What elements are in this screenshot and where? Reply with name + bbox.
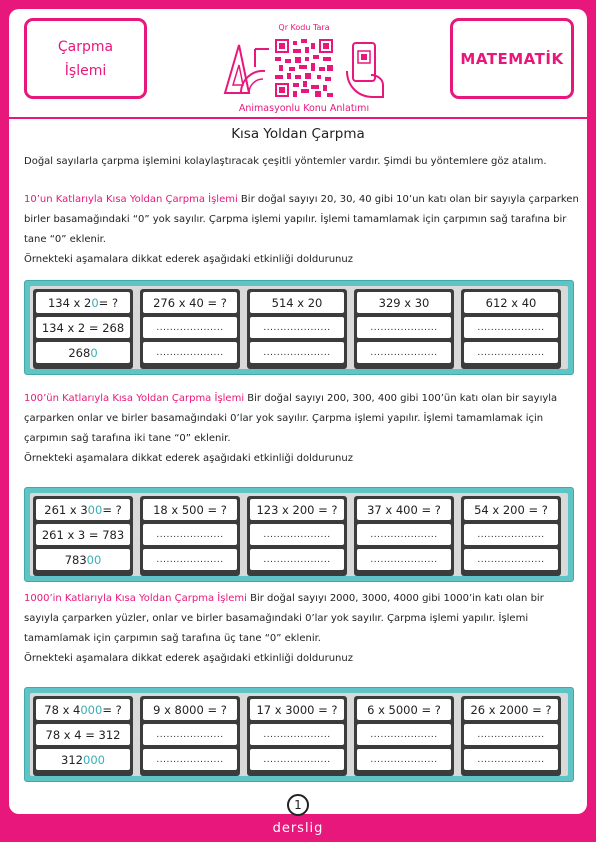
example-step: 134 x 2 = 268 (36, 317, 130, 338)
example-step: 261 x 3 = 783 (36, 524, 130, 545)
activity-panel-2 (24, 487, 574, 582)
answer-blank[interactable]: .................... (357, 749, 451, 770)
answer-blank[interactable]: .................... (357, 342, 451, 363)
answer-blank[interactable]: .................... (464, 549, 558, 570)
intro-text: Doğal sayılarla çarpma işlemini kolaylaştıracak çeşitli yöntemler vardır. Şimdi bu yöntemlere göz atalım. (24, 156, 547, 167)
geometry-tools-icon (219, 41, 271, 97)
problem-column (140, 289, 240, 369)
problem-column (247, 289, 347, 369)
answer-blank[interactable]: .................... (143, 317, 237, 338)
qr-code-icon[interactable] (275, 39, 333, 97)
example-column (33, 289, 133, 369)
problem-column (140, 496, 240, 576)
worksheet-page (9, 9, 587, 814)
answer-blank[interactable]: .................... (143, 342, 237, 363)
answer-blank[interactable]: .................... (143, 749, 237, 770)
answer-blank[interactable]: .................... (464, 524, 558, 545)
problem-column (461, 696, 561, 776)
problem-column (354, 696, 454, 776)
phone-scan-icon (343, 41, 389, 99)
example-column (33, 696, 133, 776)
subject-label: MATEMATİK (460, 49, 564, 68)
problem-question: 6 x 5000 = ? (357, 699, 451, 720)
problem-column (140, 696, 240, 776)
section-2-heading: 100’ün Katlarıyla Kısa Yoldan Çarpma İşlemi (24, 393, 245, 404)
page-number: 1 (287, 794, 309, 816)
section-1-body: Bir doğal sayıyı 20, 30, 40 gibi 10’un katı olan bir sayıyla çarparken birler basamağındaki “0” yok sayılır. Çarpma işlemi yapılır. İşlemi tamamlamak için çarpımın sağ tarafına bir tane “0” eklenir. (24, 194, 579, 245)
answer-blank[interactable]: .................... (464, 342, 558, 363)
brand-logo: derslig (272, 821, 324, 836)
example-question: 261 x 3 00 = ? (36, 499, 130, 520)
activity-panel-1 (24, 280, 574, 375)
answer-blank[interactable]: .................... (357, 317, 451, 338)
answer-blank[interactable]: .................... (357, 549, 451, 570)
answer-blank[interactable]: .................... (464, 749, 558, 770)
answer-blank[interactable]: .................... (143, 724, 237, 745)
section-1-instruction: Örnekteki aşamalara dikkat ederek aşağıdaki etkinliği doldurunuz (24, 254, 353, 265)
example-question: 78 x 4 000 = ? (36, 699, 130, 720)
example-question: 134 x 2 0 = ? (36, 292, 130, 313)
section-2-instruction: Örnekteki aşamalara dikkat ederek aşağıdaki etkinliği doldurunuz (24, 453, 353, 464)
answer-blank[interactable]: .................... (143, 524, 237, 545)
section-3-instruction: Örnekteki aşamalara dikkat ederek aşağıdaki etkinliği doldurunuz (24, 653, 353, 664)
section-2-text (24, 389, 579, 449)
problem-question: 17 x 3000 = ? (250, 699, 344, 720)
problem-column (461, 289, 561, 369)
answer-blank[interactable]: .................... (357, 724, 451, 745)
panel-background (30, 493, 568, 576)
answer-blank[interactable]: .................... (464, 724, 558, 745)
problem-question: 123 x 200 = ? (250, 499, 344, 520)
answer-blank[interactable]: .................... (250, 549, 344, 570)
problem-column (247, 496, 347, 576)
answer-blank[interactable]: .................... (464, 317, 558, 338)
qr-label: Qr Kodu Tara (278, 23, 330, 32)
problem-question: 54 x 200 = ? (464, 499, 558, 520)
section-1-heading: 10’un Katlarıyla Kısa Yoldan Çarpma İşlemi (24, 194, 238, 205)
problem-question: 612 x 40 (464, 292, 558, 313)
problem-question: 329 x 30 (357, 292, 451, 313)
section-3-body: Bir doğal sayıyı 2000, 3000, 4000 gibi 1000’in katı olan bir sayıyla çarparken yüzler, onlar ve birler basamağındaki 0’lar yok sayılır. Çarpma işlemi yapılır. İşlemi tamamlamak için çarpımın sağ tarafına üç tane “0” eklenir. (24, 593, 544, 644)
example-column (33, 496, 133, 576)
problem-question: 9 x 8000 = ? (143, 699, 237, 720)
answer-blank[interactable]: .................... (250, 749, 344, 770)
answer-blank[interactable]: .................... (250, 724, 344, 745)
section-1-text (24, 190, 579, 250)
panel-background (30, 286, 568, 369)
example-answer: 783 00 (36, 549, 130, 570)
problem-column (354, 289, 454, 369)
page-title: Kısa Yoldan Çarpma (231, 126, 365, 142)
answer-blank[interactable]: .................... (250, 317, 344, 338)
problem-column (354, 496, 454, 576)
problem-column (247, 696, 347, 776)
subject-box (450, 18, 574, 99)
section-2-body: Bir doğal sayıyı 200, 300, 400 gibi 100’ün katı olan bir sayıyla çarparken onlar ve birler basamağındaki 0’lar yok sayılır. Çarpma işlemi yapılır. İşlemi tamamlamak için çarpımın sağ tarafına iki tane “0” eklenir. (24, 393, 558, 444)
problem-column (461, 496, 561, 576)
problem-question: 37 x 400 = ? (357, 499, 451, 520)
problem-question: 26 x 2000 = ? (464, 699, 558, 720)
answer-blank[interactable]: .................... (250, 342, 344, 363)
answer-blank[interactable]: .................... (250, 524, 344, 545)
section-3-text (24, 589, 579, 649)
activity-panel-3 (24, 687, 574, 782)
answer-blank[interactable]: .................... (357, 524, 451, 545)
animation-label: Animasyonlu Konu Anlatımı (238, 103, 370, 114)
problem-question: 18 x 500 = ? (143, 499, 237, 520)
header-divider (9, 117, 587, 119)
panel-background (30, 693, 568, 776)
answer-blank[interactable]: .................... (143, 549, 237, 570)
problem-question: 514 x 20 (250, 292, 344, 313)
topic-box (24, 18, 147, 99)
topic-line-2: İşlemi (64, 62, 107, 79)
problem-question: 276 x 40 = ? (143, 292, 237, 313)
section-3-heading: 1000’in Katlarıyla Kısa Yoldan Çarpma İşlemi (24, 593, 247, 604)
topic-line-1: Çarpma (57, 38, 114, 55)
example-answer: 312 000 (36, 749, 130, 770)
example-answer: 268 0 (36, 342, 130, 363)
qr-header (209, 21, 399, 119)
example-step: 78 x 4 = 312 (36, 724, 130, 745)
